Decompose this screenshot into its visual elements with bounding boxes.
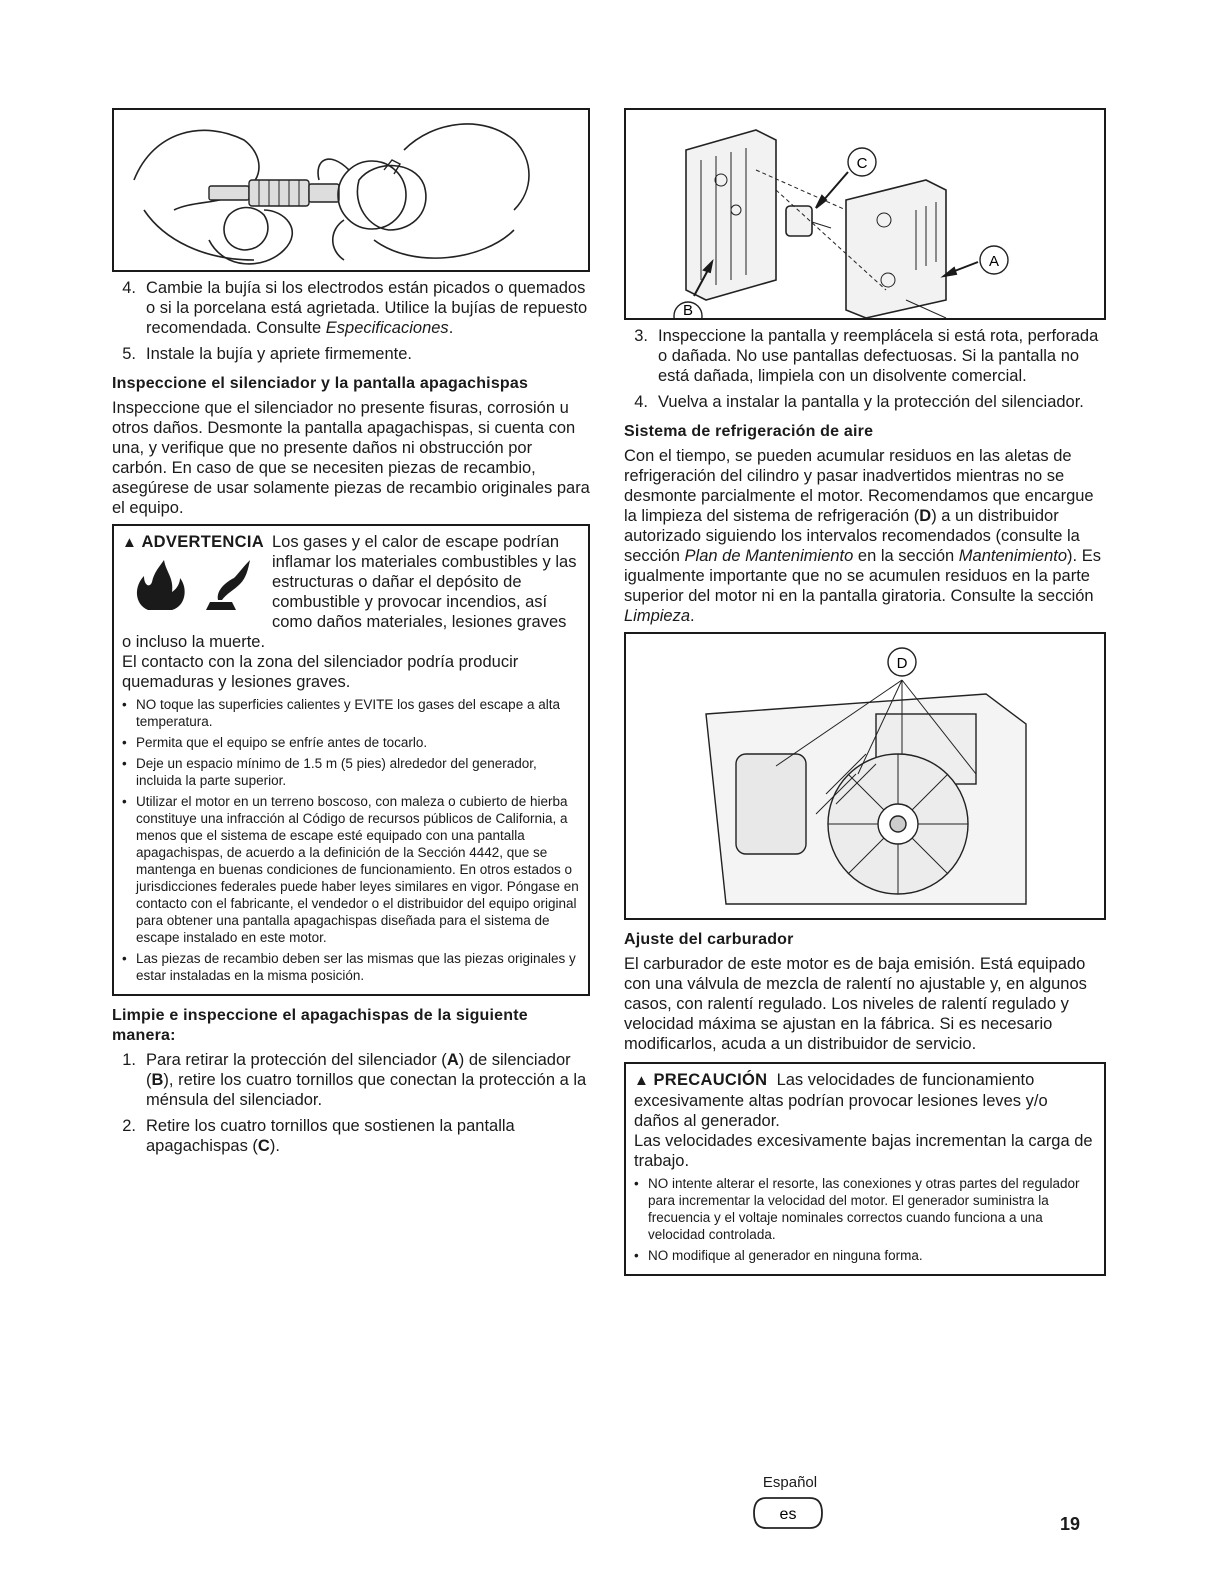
page-number: 19 <box>1060 1514 1081 1534</box>
list-item: • Permita que el equipo se enfríe antes de tocarlo. <box>122 735 428 750</box>
muffler-paragraph: Inspeccione que el silenciador no presente fisuras, corrosión u otros daños. Desmonte la pantalla apagachispas, si cuenta con una, y verifique que no presente daños ni obstrucción por carbón. En caso de que se necesiten piezas de recambio, asegúrese de usar solamente piezas de recambio originales para el equipo. <box>112 399 590 517</box>
spark-plug-figure <box>112 108 590 272</box>
list-item: • Las piezas de recambio deben ser las mismas que las piezas originales y estar instaladas en la misma posición. <box>122 951 576 983</box>
list-item: 5. Instale la bujía y apriete firmemente. <box>122 345 412 363</box>
label-a: A <box>988 253 1000 270</box>
muffler-heading: Inspeccione el silenciador y la pantalla apagachispas <box>112 375 529 392</box>
muffler-exploded-view <box>626 110 1104 318</box>
list-item: • NO modifique al generador en ninguna forma. <box>634 1248 923 1263</box>
list-item: 4. Vuelva a instalar la pantalla y la protección del silenciador. <box>634 393 1084 411</box>
list-item: 3. Inspeccione la pantalla y reemplácela si está rota, perforada o dañada. No use pantallas defectuosas. Si la pantalla no está dañada, limpiela con un disolvente comercial. <box>634 327 1099 385</box>
language-badge <box>752 1496 824 1530</box>
footer-language: Español <box>762 1474 818 1491</box>
label-c: C <box>856 155 868 172</box>
list-item: 2. Retire los cuatro tornillos que sostienen la pantalla apagachispas (C). <box>122 1117 515 1155</box>
cooling-heading: Sistema de refrigeración de aire <box>624 423 874 440</box>
list-item: • Deje un espacio mínimo de 1.5 m (5 pies) alrededor del generador, incluida la parte superior. <box>122 756 537 788</box>
muffler-figure <box>624 108 1106 320</box>
carburetor-heading: Ajuste del carburador <box>624 931 794 948</box>
warning-triangle-icon: ▲ <box>122 534 137 551</box>
carburetor-paragraph: El carburador de este motor es de baja emisión. Está equipado con una válvula de mezcla de ralentí no ajustable y, en algunos casos, con ralentí regulado. Los niveles de ralentí regulado y velocidad máxima se ajustan en la fábrica. Si es necesario modificarlos, acuda a un distribuidor de servicio. <box>624 955 1087 1053</box>
arrestor-steps <box>112 1050 590 1156</box>
specifications-reference: Especificaciones <box>325 319 449 337</box>
caution-box: ▲ PRECAUCIÓN Las velocidades de funcionamiento excesivamente altas podrían provocar lesiones leves y/o daños al generador. Las velocidades excesivamente bajas incrementan la carga de trabajo. • NO intente alterar el resorte, las conexiones y otras partes del regulador para incrementar la velocidad del motor. El generador suministra la frecuencia y el voltaje nominales correctos cuando funciona a una velocidad controlada. • NO modifique al generador en ninguna forma. <box>624 1062 1106 1276</box>
svg-text:es: es <box>779 1506 797 1523</box>
label-b: B <box>682 302 694 318</box>
clean-arrestor-heading: Limpie e inspeccione el apagachispas de la siguiente manera: <box>112 1007 528 1044</box>
list-item: • NO intente alterar el resorte, las conexiones y otras partes del regulador para incrementar la velocidad del motor. El generador suministra la frecuencia y el voltaje nominales correctos cuando funciona a una velocidad controlada. <box>634 1176 1080 1242</box>
fire-icon <box>126 556 266 616</box>
caution-bullets <box>634 1175 1096 1264</box>
caution-label: PRECAUCIÓN <box>653 1071 768 1089</box>
engine-cooling-illustration <box>626 634 1104 918</box>
list-item: • NO toque las superficies calientes y EVITE los gases del escape a alta temperatura. <box>122 697 560 729</box>
left-column <box>112 108 590 1162</box>
spark-plug-illustration <box>114 110 588 270</box>
list-item: • Utilizar el motor en un terreno boscoso, con maleza o cubierto de hierba constituye una infracción al Código de recursos públicos de California, a menos que el sistema de escape esté equipado con una pantalla apagachispas, de acuerdo a la definición de la Sección 4442, que se mantenga en buenas condiciones de funcionamiento. En otros estados o jurisdicciones federales puede haber leyes similares en vigor. Póngase en contacto con el fabricante, el vendedor o el distribuidor del equipo original para obtener una pantalla apagachispas diseñada para el sistema de escape instalado en este motor. <box>122 794 579 945</box>
screen-steps <box>624 326 1106 412</box>
warning-label: ADVERTENCIA <box>141 533 264 551</box>
right-column <box>624 108 1106 1276</box>
engine-figure <box>624 632 1106 920</box>
spark-plug-steps <box>112 278 590 364</box>
label-d: D <box>896 655 908 672</box>
list-item: 4. Cambie la bujía si los electrodos están picados o quemados o si la porcelana está agrietada. Utilice la bujías de repuesto recomendada. Consulte Especificaciones. <box>122 279 588 337</box>
list-item: 1. Para retirar la protección del silenciador (A) de silenciador (B), retire los cuatro tornillos que conectan la protección a la ménsula del silenciador. <box>122 1051 587 1109</box>
caution-triangle-icon: ▲ <box>634 1072 649 1089</box>
warning-box: ▲ ADVERTENCIA Los gases y el calor de escape podrían inflamar los materiales combustibles y las estructuras o dañar el depósito de combustible y provocar incendios, así como daños materiales, lesiones graves o incluso la muerte. El contacto con la zona del silenciador podría producir quemaduras y lesiones graves. • NO toque las superficies calientes y EVITE los gases del escape a alta temperatura. • Permita que el equipo se enfríe antes de tocarlo. • Deje un espacio mínimo de 1.5 m (5 pies) alrededor del generador, incluida la parte superior. • Utilizar el motor en un terreno boscoso, con maleza o cubierto de hierba constituye una infracción al Código de recursos públicos de California, a menos que el sistema de escape esté equipado con una pantalla apagachispas, de acuerdo a la definición de la Sección 4442, que se mantenga en buenas condiciones de funcionamiento. En otros estados o jurisdicciones federales puede haber leyes similares en vigor. Póngase en contacto con el fabricante, el vendedor o el distribuidor del equipo original para obtener una pantalla apagachispas diseñada para el sistema de escape instalado en este motor. • Las piezas de recambio deben ser las mismas que las piezas originales y estar instaladas en la misma posición. <box>112 524 590 996</box>
cooling-paragraph: Con el tiempo, se pueden acumular residuos en las aletas de refrigeración del cilindro y pasar inadvertidos mientras no se desmonte parcialmente el motor. Recomendamos que encargue la limpieza del sistema de refrigeración (D) a un distribuidor autorizado siguiendo los intervalos recomendados (consulte la sección Plan de Mantenimiento en la sección Mantenimiento). Es igualmente importante que no se acumulen residuos en la parte superior del motor ni en la pantalla giratoria. Consulte la sección Limpieza. <box>624 447 1101 625</box>
warning-bullets <box>122 696 580 984</box>
